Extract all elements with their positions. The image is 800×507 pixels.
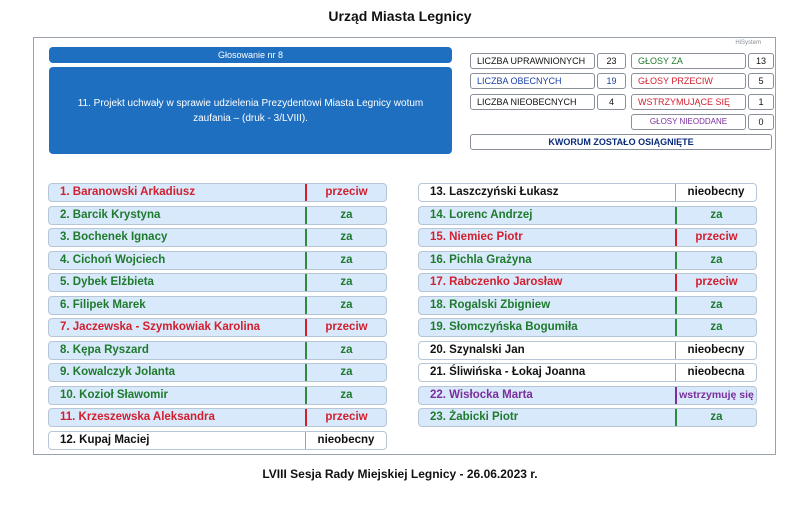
member-vote: za: [675, 207, 756, 224]
member-vote: przeciw: [305, 184, 386, 201]
member-row: [418, 228, 757, 247]
absent-label: LICZBA NIEOBECNYCH: [470, 94, 595, 110]
member-row: [48, 341, 387, 360]
member-row: [418, 273, 757, 292]
notcast-value: 0: [748, 114, 774, 130]
absent-value: 4: [597, 94, 626, 110]
member-name: 4. Cichoń Wojciech: [60, 253, 166, 266]
eligible-label: LICZBA UPRAWNIONYCH: [470, 53, 595, 69]
member-vote: przeciw: [675, 274, 756, 291]
member-row: [418, 251, 757, 270]
member-vote: za: [675, 252, 756, 269]
member-vote: za: [675, 409, 756, 426]
voting-panel: [33, 37, 776, 455]
page-title: Urząd Miasta Legnicy: [328, 8, 472, 24]
member-name: 12. Kupaj Maciej: [60, 433, 150, 446]
member-vote: za: [675, 319, 756, 336]
vote-description: 11. Projekt uchwały w sprawie udzielenia Prezydentowi Miasta Legnicy wotum zaufania – (druk - 3/LVIII).: [49, 67, 452, 154]
abstain-value: 1: [748, 94, 774, 110]
member-vote: nieobecny: [675, 184, 756, 201]
votes-against-value: 5: [748, 73, 774, 89]
votes-against-label: GŁOSY PRZECIW: [631, 73, 746, 89]
member-name: 22. Wisłocka Marta: [430, 388, 533, 401]
member-vote: przeciw: [305, 409, 386, 426]
member-row: [418, 408, 757, 427]
member-row: [48, 363, 387, 382]
member-vote: nieobecny: [675, 342, 756, 359]
member-name: 8. Kępa Ryszard: [60, 343, 149, 356]
quorum-status: KWORUM ZOSTAŁO OSIĄGNIĘTE: [470, 134, 772, 150]
member-vote: za: [305, 207, 386, 224]
present-value: 19: [597, 73, 626, 89]
member-name: 1. Baranowski Arkadiusz: [60, 186, 196, 198]
member-name: 21. Śliwińska - Łokaj Joanna: [430, 366, 586, 378]
member-name: 9. Kowalczyk Jolanta: [60, 366, 176, 378]
present-label: LICZBA OBECNYCH: [470, 73, 595, 89]
member-name: 23. Żabicki Piotr: [430, 411, 519, 423]
member-row: [418, 341, 757, 360]
session-footer: LVIII Sesja Rady Miejskiej Legnicy - 26.06.2023 r.: [262, 467, 538, 481]
vote-header: Głosowanie nr 8: [49, 47, 452, 63]
member-vote: za: [305, 229, 386, 246]
member-name: 10. Kozioł Sławomir: [60, 388, 168, 401]
member-row: [418, 386, 757, 405]
member-name: 15. Niemiec Piotr: [430, 231, 523, 243]
member-name: 18. Rogalski Zbigniew: [430, 298, 551, 311]
member-name: 5. Dybek Elżbieta: [60, 276, 154, 288]
member-row: [48, 408, 387, 427]
member-vote: przeciw: [675, 229, 756, 246]
member-row: [48, 206, 387, 225]
votes-for-label: GŁOSY ZA: [631, 53, 746, 69]
member-vote: za: [305, 274, 386, 291]
member-row: [48, 183, 387, 202]
member-row: [48, 431, 387, 450]
eligible-value: 23: [597, 53, 626, 69]
member-row: [418, 183, 757, 202]
member-name: 11. Krzeszewska Aleksandra: [60, 411, 215, 423]
member-vote: przeciw: [305, 319, 386, 336]
member-vote: nieobecny: [305, 432, 386, 449]
member-row: [48, 386, 387, 405]
member-vote: wstrzymuję się: [675, 387, 756, 404]
member-row: [48, 251, 387, 270]
member-row: [418, 206, 757, 225]
member-row: [418, 296, 757, 315]
member-row: [418, 363, 757, 382]
member-row: [418, 318, 757, 337]
member-vote: za: [305, 387, 386, 404]
brand-label: HiSystem: [735, 40, 761, 46]
member-vote: za: [675, 297, 756, 314]
member-name: 19. Słomczyńska Bogumiła: [430, 321, 578, 333]
member-name: 13. Laszczyński Łukasz: [430, 186, 559, 198]
abstain-label: WSTRZYMUJĄCE SIĘ: [631, 94, 746, 110]
member-vote: za: [305, 342, 386, 359]
member-vote: za: [305, 297, 386, 314]
member-name: 17. Rabczenko Jarosław: [430, 276, 563, 288]
member-row: [48, 318, 387, 337]
member-row: [48, 273, 387, 292]
member-name: 20. Szynalski Jan: [430, 343, 525, 356]
member-vote: za: [305, 252, 386, 269]
notcast-label: GŁOSY NIEODDANE: [631, 114, 746, 130]
member-row: [48, 296, 387, 315]
member-name: 7. Jaczewska - Szymkowiak Karolina: [60, 321, 261, 333]
member-name: 16. Pichla Grażyna: [430, 253, 532, 266]
member-name: 14. Lorenc Andrzej: [430, 208, 533, 221]
member-row: [48, 228, 387, 247]
member-name: 3. Bochenek Ignacy: [60, 231, 168, 243]
member-vote: za: [305, 364, 386, 381]
member-vote: nieobecna: [675, 364, 756, 381]
votes-for-value: 13: [748, 53, 774, 69]
member-name: 2. Barcik Krystyna: [60, 208, 161, 221]
member-name: 6. Filipek Marek: [60, 298, 146, 311]
